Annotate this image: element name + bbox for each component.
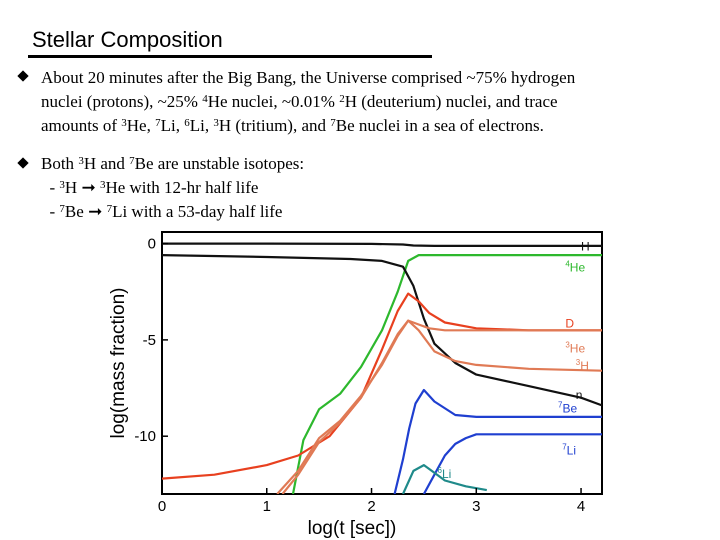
series-label-3He: $^3$He — [565, 340, 586, 356]
x-tick-label: 1 — [262, 498, 271, 515]
arrow-icon: ➞ — [81, 178, 96, 197]
series-label-3H: $^3$H — [575, 357, 589, 373]
plot-area — [162, 244, 602, 494]
x-tick-label: 4 — [576, 498, 586, 515]
series-label-4He: $^4$He — [565, 259, 586, 275]
series-label-7Be: $^7$Be — [558, 400, 578, 416]
y-tick-label: -5 — [142, 331, 156, 349]
bullet-marker-1 — [18, 71, 29, 82]
y-tick-label: 0 — [147, 235, 156, 253]
x-tick-label: 0 — [157, 498, 167, 515]
series-label-H: H — [581, 239, 590, 254]
series-label-n: n — [575, 387, 583, 402]
x-tick-label: 2 — [367, 498, 376, 515]
x-tick-label: 3 — [472, 498, 481, 515]
mass-fraction-chart — [90, 224, 630, 540]
arrow-icon: ➞ — [88, 202, 103, 221]
series-line-4He — [293, 255, 602, 494]
series-line-D — [162, 294, 602, 479]
series-label-D: D — [565, 316, 575, 331]
slide-title: Stellar Composition — [32, 27, 223, 52]
series-label-7Li: $^7$Li — [562, 442, 576, 458]
y-tick-label: -10 — [134, 428, 156, 446]
series-label-6Li: $^6$Li — [437, 465, 452, 481]
bullet-text-2: Both $^3$H and $^7$Be are unstable isotopes: - $^3$H ➞ $^3$He with 12-hr half life - $^7$Be ➞ $^7$Li with a 53-day half life — [41, 154, 305, 221]
title-underline — [28, 55, 432, 58]
bullet-marker-2 — [18, 158, 29, 169]
x-axis-label: log(t [sec]) — [307, 518, 397, 539]
series-line-H — [162, 244, 602, 246]
bullet-text-1: About 20 minutes after the Big Bang, the Universe comprised ~75% hydrogen nuclei (protons), ~25% $^4$He nuclei, ~0.01% $^2$H (deuterium) nuclei, and trace amounts of $^3$He, $^7$Li, $^6$Li, $^3$H (tritium), and $^7$Be nuclei in a sea of electrons. — [41, 68, 576, 135]
y-axis-label: log(mass fraction) — [108, 287, 129, 439]
